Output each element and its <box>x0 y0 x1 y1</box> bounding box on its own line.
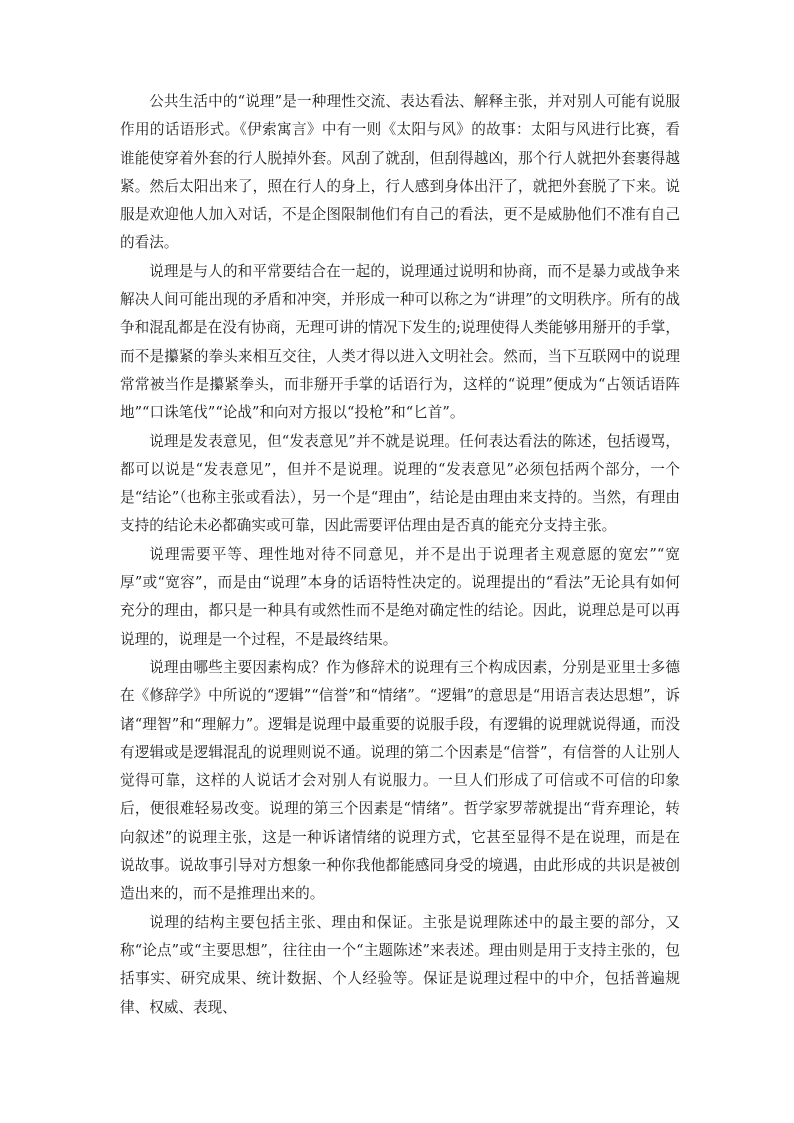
paragraph-5: 说理由哪些主要因素构成？作为修辞术的说理有三个构成因素，分别是亚里士多德在《修辞学》中所说的“逻辑”“信誉”和“情绪”。“逻辑”的意思是“用语言表达思想”，诉诸“理智”和“理解力”。逻辑是说理中最重要的说服手段，有逻辑的说理就说得通，而没有逻辑或是逻辑混乱的说理则说不通。说理的第二个因素是“信誉”，有信誉的人让别人觉得可靠，这样的人说话才会对别人有说服力。一旦人们形成了可信或不可信的印象后，便很难轻易改变。说理的第三个因素是“情绪”。哲学家罗蒂就提出“背弃理论，转向叙述”的说理主张，这是一种诉诸情绪的说理方式，它甚至显得不是在说理，而是在说故事。说故事引导对方想象一种你我他都能感同身受的境遇，由此形成的共识是被创造出来的，而不是推理出来的。 <box>120 658 680 903</box>
paragraph-1: 公共生活中的“说理”是一种理性交流、表达看法、解释主张，并对别人可能有说服作用的话语形式。《伊索寓言》中有一则《太阳与风》的故事：太阳与风进行比赛，看谁能使穿着外套的行人脱掉外套。风刮了就刮，但刮得越凶，那个行人就把外套裹得越紧。然后太阳出来了，照在行人的身上，行人感到身体出汗了，就把外套脱了下来。说服是欢迎他人加入对话，不是企图限制他们有自己的看法，更不是威胁他们不准有自己的看法。 <box>120 93 680 252</box>
paragraph-3: 说理是发表意见，但“发表意见”并不就是说理。任何表达看法的陈述，包括谩骂，都可以说是“发表意见”，但并不是说理。说理的“发表意见”必须包括两个部分，一个是“结论”（也称主张或看法），另一个是“理由”，结论是由理由来支持的。当然，有理由支持的结论未必都确实或可靠，因此需要评估理由是否真的能充分支持主张。 <box>120 432 680 535</box>
document-body <box>120 88 680 1022</box>
paragraph-2: 说理是与人的和平常要结合在一起的，说理通过说明和协商，而不是暴力或战争来解决人间可能出现的矛盾和冲突，并形成一种可以称之为“讲理”的文明秩序。所有的战争和混乱都是在没有协商，无理可讲的情况下发生的;说理使得人类能够用掰开的手掌，而不是攥紧的拳头来相互交往，人类才得以进入文明社会。然而，当下互联网中的说理常常被当作是攥紧拳头，而非掰开手掌的话语行为，这样的“说理”便成为“占领话语阵地”“口诛笔伐”“论战”和向对方报以“投枪”和“匕首”。 <box>120 262 680 422</box>
paragraph-6: 说理的结构主要包括主张、理由和保证。主张是说理陈述中的最主要的部分，又称“论点”或“主要思想”，往往由一个“主题陈述”来表述。理由则是用于支持主张的，包括事实、研究成果、统计数据、个人经验等。保证是说理过程中的中介，包括普遍规律、权威、表现、 <box>120 913 680 1016</box>
paragraph-4: 说理需要平等、理性地对待不同意见，并不是出于说理者主观意愿的宽宏”“宽厚”或“宽容”，而是由“说理”本身的话语特性决定的。说理提出的“看法”无论具有如何充分的理由，都只是一种具有或然性而不是绝对确定性的结论。因此，说理总是可以再说理的，说理是一个过程，不是最终结果。 <box>120 545 680 648</box>
